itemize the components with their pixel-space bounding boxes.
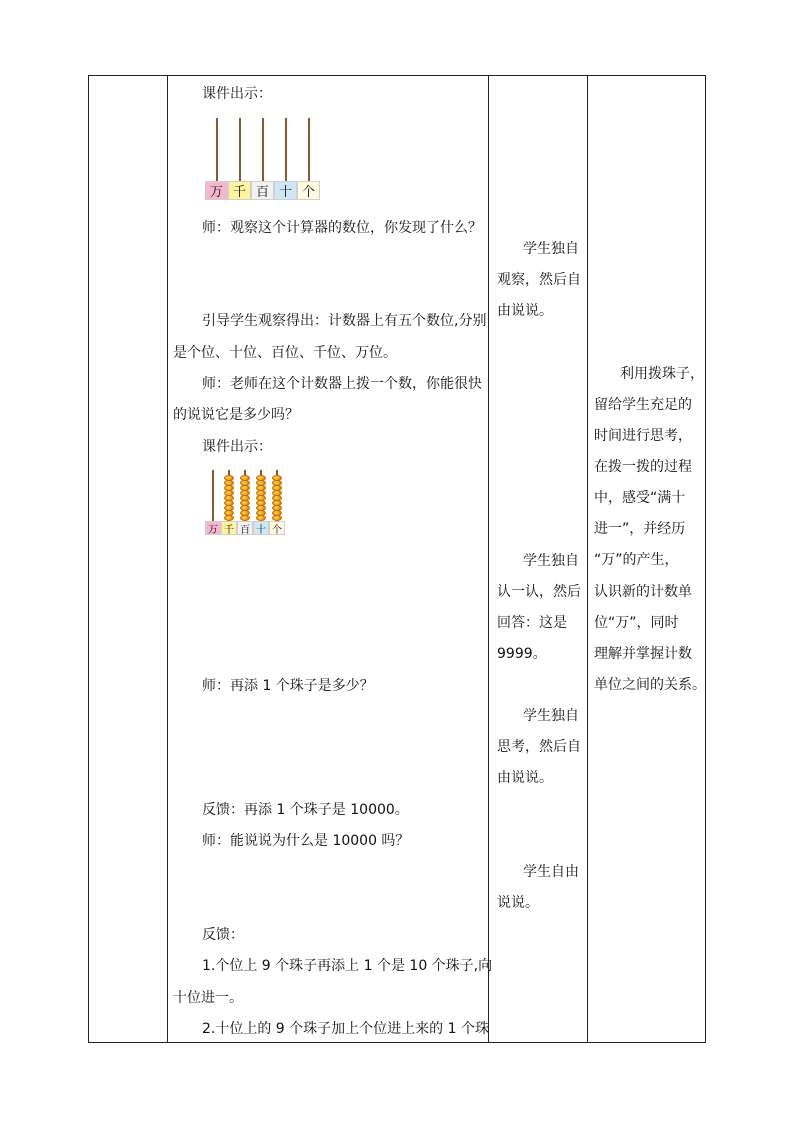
design-intent-line-10: 理解并掌握计数 [594, 646, 692, 662]
feedback-item-2-line-1: 2.十位上的 9 个珠子加上个位进上来的 1 个珠 [202, 1021, 489, 1037]
feedback-item-1-line-1: 1.个位上 9 个珠子再添上 1 个是 10 个珠子,向 [202, 958, 493, 974]
abacus-rod-shi [285, 118, 287, 181]
teacher-question-1: 师：观察这个计算器的数位，你发现了什么？ [202, 220, 482, 236]
abacus-bead [256, 475, 266, 481]
teacher-question-4: 师：能说说为什么是 10000 吗？ [202, 833, 410, 849]
abacus-rod-wan [216, 118, 218, 181]
teacher-question-2-line-2: 的说说它是多少吗？ [173, 407, 299, 423]
courseware-label-2: 课件出示： [202, 439, 272, 455]
place-label-wan: 万 [205, 521, 221, 535]
student-activity-3-line-1: 学生独自 [523, 708, 579, 724]
place-label-shi: 十 [274, 181, 297, 200]
design-intent-line-2: 留给学生充足的 [594, 397, 692, 413]
place-label-ge: 个 [269, 521, 285, 535]
student-activity-4-line-1: 学生自由 [523, 864, 579, 880]
student-activity-1-line-3: 由说说。 [497, 303, 553, 319]
place-label-qian: 千 [221, 521, 237, 535]
place-label-shi: 十 [253, 521, 269, 535]
design-intent-line-3: 时间进行思考， [594, 428, 692, 444]
guide-text-line-2: 是个位、十位、百位、千位、万位。 [173, 345, 397, 361]
abacus-rod-bai [262, 118, 264, 181]
feedback-2-label: 反馈： [202, 927, 244, 943]
column-divider-3 [587, 75, 588, 1043]
design-intent-line-5: 中，感受“满十 [594, 490, 686, 506]
teacher-question-3: 师：再添 1 个珠子是多少？ [202, 678, 374, 694]
abacus2-place-labels [205, 521, 285, 535]
abacus-rod-ge [308, 118, 310, 181]
design-intent-line-1: 利用拨珠子， [620, 366, 704, 382]
feedback-item-1-line-2: 十位进一。 [173, 990, 243, 1006]
abacus-bead [224, 475, 234, 481]
design-intent-line-9: 位“万”，同时 [594, 615, 679, 631]
student-activity-2-line-4: 9999。 [497, 646, 547, 662]
place-label-qian: 千 [228, 181, 251, 200]
abacus-bead [272, 475, 282, 481]
student-activity-2-line-2: 认一认，然后 [497, 584, 581, 600]
student-activity-3-line-3: 由说说。 [497, 770, 553, 786]
place-label-bai: 百 [251, 181, 274, 200]
place-label-bai: 百 [237, 521, 253, 535]
column-divider-1 [167, 75, 168, 1043]
abacus-bead [240, 475, 250, 481]
abacus-9999-figure [205, 470, 295, 536]
abacus-rod-qian [239, 118, 241, 181]
student-activity-2-line-3: 回答：这是 [497, 615, 567, 631]
courseware-label-1: 课件出示： [202, 86, 272, 102]
teacher-question-2-line-1: 师：老师在这个计数器上拨一个数，你能很快 [202, 376, 482, 392]
place-label-wan: 万 [205, 181, 228, 200]
abacus2-rod-wan [212, 470, 214, 521]
student-activity-4-line-2: 说说。 [497, 895, 539, 911]
design-intent-line-7: “万”的产生， [594, 552, 679, 568]
design-intent-line-6: 进一”，并经历 [594, 521, 686, 537]
design-intent-line-4: 在拨一拨的过程 [594, 459, 692, 475]
feedback-1: 反馈：再添 1 个珠子是 10000。 [202, 802, 409, 818]
student-activity-1-line-1: 学生独自 [523, 241, 579, 257]
student-activity-2-line-1: 学生独自 [523, 553, 579, 569]
guide-text-line-1: 引导学生观察得出：计数器上有五个数位,分别 [202, 313, 487, 329]
abacus-place-labels [205, 181, 320, 200]
design-intent-line-8: 认识新的计数单 [594, 584, 692, 600]
abacus-empty-figure [205, 118, 325, 202]
place-label-ge: 个 [297, 181, 320, 200]
column-divider-2 [488, 75, 489, 1043]
student-activity-3-line-2: 思考，然后自 [497, 739, 581, 755]
student-activity-1-line-2: 观察，然后自 [497, 272, 581, 288]
design-intent-line-11: 单位之间的关系。 [594, 677, 706, 693]
